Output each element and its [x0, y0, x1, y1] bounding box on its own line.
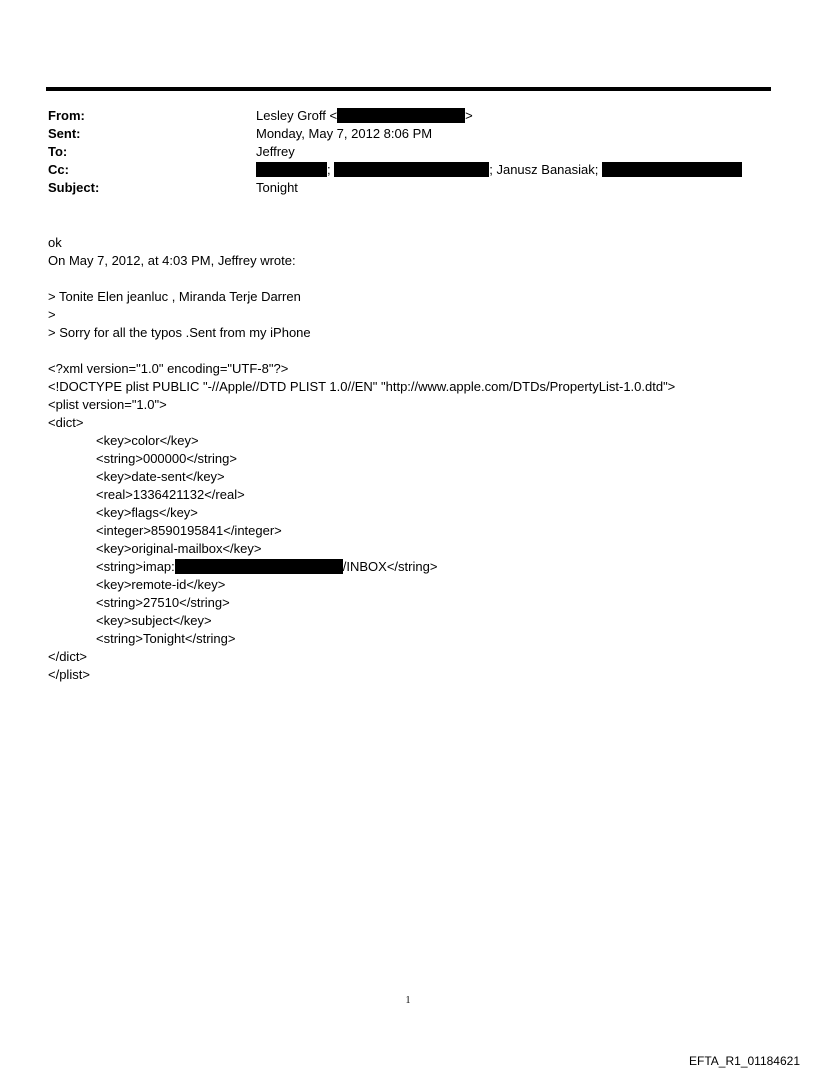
page-number: 1: [405, 995, 411, 1006]
redaction-bar: [334, 162, 489, 177]
from-value: [256, 107, 473, 125]
cc-janusz: ; Janusz Banasiak;: [489, 162, 599, 177]
imap-suffix: /INBOX</string>: [342, 559, 438, 574]
from-row: [48, 107, 768, 125]
document-id: EFTA_R1_01184621: [689, 1054, 800, 1068]
spacer: [48, 342, 788, 360]
plist-entry: <string>Tonight</string>: [96, 631, 236, 646]
from-label: From:: [48, 108, 85, 123]
cc-label: Cc:: [48, 162, 69, 177]
to-label: To:: [48, 144, 68, 159]
redaction-bar: [175, 559, 343, 574]
reply-text: ok: [48, 235, 62, 250]
sent-row: [48, 125, 768, 143]
redaction-bar: [602, 162, 742, 177]
subject-label: Subject:: [48, 180, 100, 195]
header-rule: [46, 87, 771, 91]
quote-line: >: [48, 307, 56, 322]
plist-close: </plist>: [48, 667, 90, 682]
quote-line: > Tonite Elen jeanluc , Miranda Terje Darren: [48, 289, 301, 304]
plist-entry: <key>date-sent</key>: [96, 469, 225, 484]
subject-value: Tonight: [256, 180, 298, 195]
xml-declaration: <?xml version="1.0" encoding="UTF-8"?>: [48, 361, 289, 376]
to-value: Jeffrey: [256, 144, 295, 159]
plist-entry: <key>original-mailbox</key>: [96, 541, 262, 556]
plist-entry: <key>subject</key>: [96, 613, 212, 628]
plist-entry: <integer>8590195841</integer>: [96, 523, 282, 538]
doctype-line: <!DOCTYPE plist PUBLIC "-//Apple//DTD PLIST 1.0//EN" "http://www.apple.com/DTDs/PropertyList-1.0.dtd">: [48, 379, 676, 394]
cc-value: [256, 161, 742, 179]
from-name: Lesley Groff <: [256, 108, 338, 123]
plist-entry: <string>27510</string>: [96, 595, 230, 610]
plist-entry: <key>flags</key>: [96, 505, 198, 520]
sent-label: Sent:: [48, 126, 81, 141]
quote-intro: On May 7, 2012, at 4:03 PM, Jeffrey wrote:: [48, 253, 296, 268]
plist-entry: <string>000000</string>: [96, 451, 237, 466]
imap-prefix: <string>imap:: [96, 559, 175, 574]
email-body: [48, 234, 788, 684]
redaction-bar: [256, 162, 327, 177]
plist-open: <plist version="1.0">: [48, 397, 167, 412]
email-header: [48, 107, 768, 197]
plist-entry: <key>color</key>: [96, 433, 199, 448]
quote-line: > Sorry for all the typos .Sent from my iPhone: [48, 325, 311, 340]
plist-imap-entry: [48, 558, 788, 576]
plist-entry: <real>1336421132</real>: [96, 487, 245, 502]
to-row: [48, 143, 768, 161]
sent-value: Monday, May 7, 2012 8:06 PM: [256, 126, 433, 141]
subject-row: [48, 179, 768, 197]
dict-open: <dict>: [48, 415, 84, 430]
redaction-bar: [337, 108, 465, 123]
spacer: [48, 270, 788, 288]
from-close: >: [465, 108, 473, 123]
cc-row: [48, 161, 768, 179]
plist-entry: <key>remote-id</key>: [96, 577, 226, 592]
dict-close: </dict>: [48, 649, 88, 664]
cc-separator: ;: [327, 162, 331, 177]
